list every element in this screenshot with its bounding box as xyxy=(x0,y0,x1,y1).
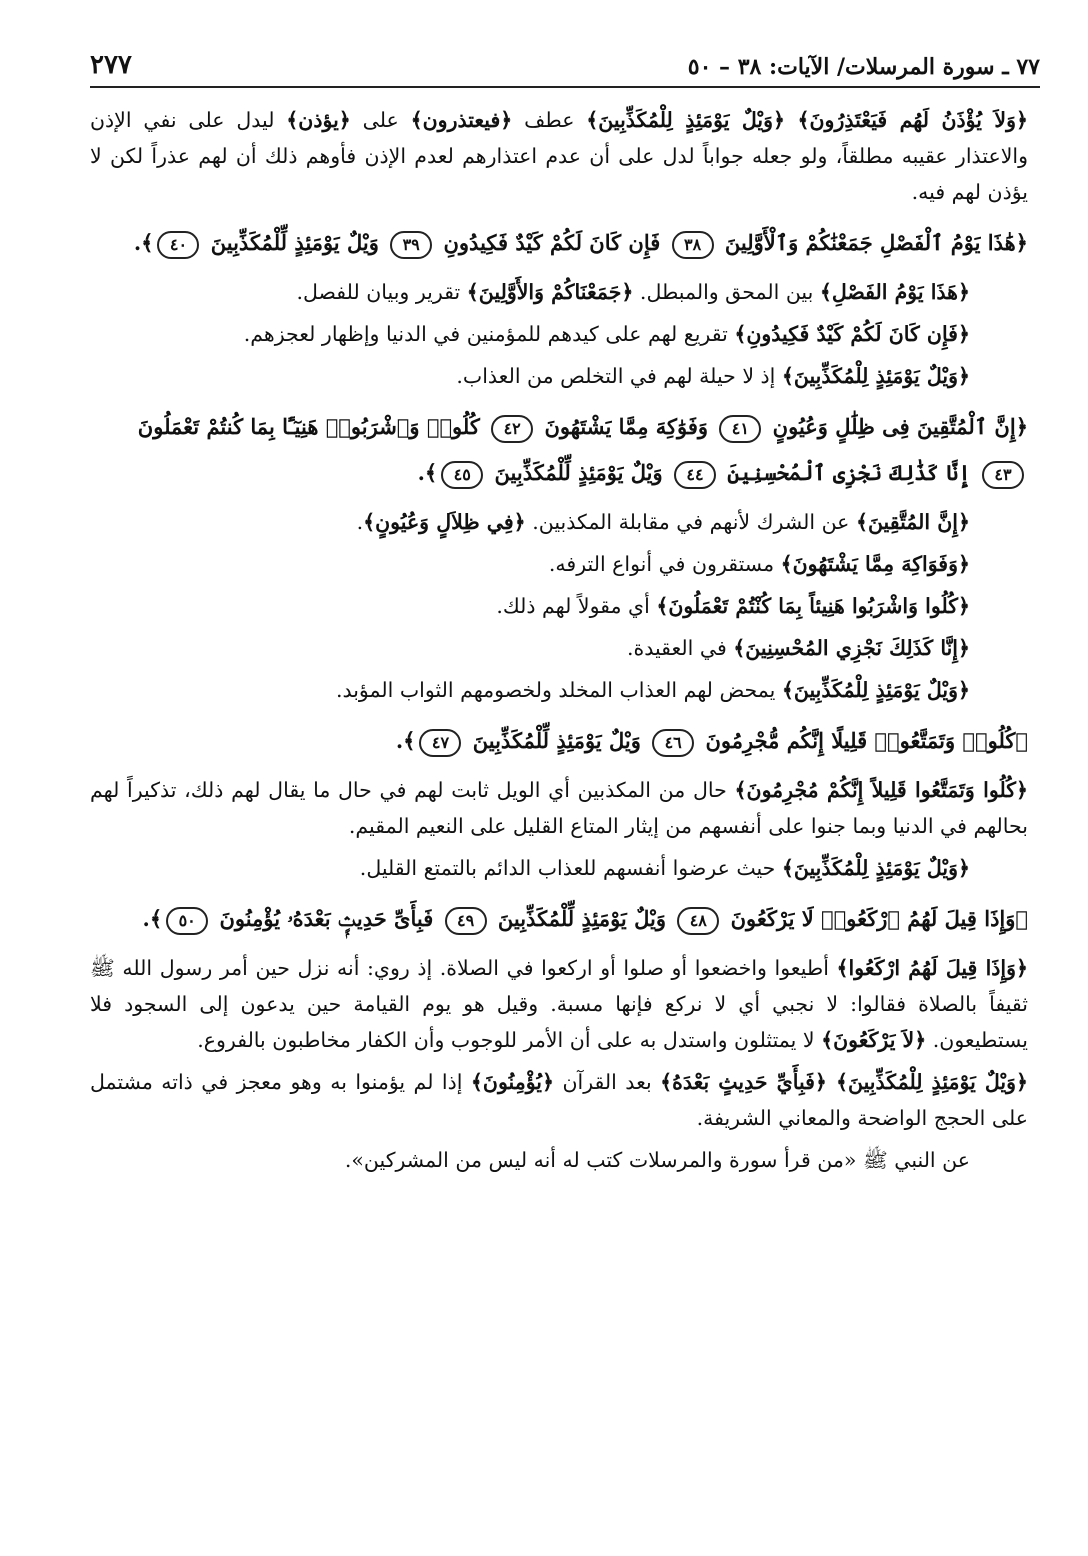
commentary-text: إذ لا حيلة لهم في التخلص من العذاب. xyxy=(456,364,782,388)
quoted-verse-text: ﴿فَإِن كَانَ لَكُمْ كَيْدٌ فَكِيدُونِ﴾ xyxy=(734,322,970,346)
commentary-paragraph xyxy=(90,274,1040,310)
quran-verse-block xyxy=(90,404,1040,496)
commentary-text: أي مقولاً لهم ذلك. xyxy=(496,594,657,618)
quoted-verse-text: ﴿يؤذن﴾ xyxy=(286,108,351,132)
quoted-verse-text: ﴿وَإِذَا قِيلَ لَهُمُ ارْكَعُوا﴾ xyxy=(836,956,1029,980)
commentary-text: ﴿وَإِذَا قِيلَ لَهُمُ ٱرْكَعُوا۟ لَا يَرْكَعُونَ xyxy=(723,906,1028,931)
commentary-paragraph xyxy=(90,1142,1040,1178)
commentary-text: يمحض لهم العذاب المخلد ولخصومهم الثواب المؤبد. xyxy=(335,678,782,702)
commentary-text: مستقرون في أنواع الترفه. xyxy=(548,552,781,576)
commentary-text: تقريع لهم على كيدهم للمؤمنين في الدنيا وإظهار لعجزهم. xyxy=(243,322,735,346)
commentary-paragraph xyxy=(90,588,1040,624)
quoted-verse-text: ﴿لاَ يَرْكَعُونَ﴾ xyxy=(821,1028,927,1052)
commentary-text: بين المحق والمبطل. xyxy=(633,280,820,304)
header-title: ٧٧ ـ سورة المرسلات/ الآيات: ٣٨ – ٥٠ xyxy=(687,54,1040,80)
commentary-text: حال من المكذبين أي الويل ثابت لهم في حال ما يقال لهم ذلك، تذكيراً لهم بحالهم في الدنيا وبما جنوا على أنفسهم من إيثار المتاع القليل على النعيم المقيم. xyxy=(90,778,1028,838)
quoted-verse-text: ﴿وَفَوَاكِهَ مِمَّا يَشْتَهُونَ﴾ xyxy=(780,552,970,576)
quoted-verse-text: ﴿وَيْلٌ يَوْمَئِذٍ لِلْمُكَذِّبِينَ﴾ xyxy=(781,364,970,388)
commentary-text: إِنَّا كَذَٰلِكَ نَجْزِى ٱلْمُحْسِنِينَ xyxy=(719,460,978,485)
commentary-paragraph xyxy=(90,772,1040,844)
verse-number: ٣٨ xyxy=(672,231,714,259)
commentary-text: كُلُوا۟ وَٱشْرَبُوا۟ هَنِيٓـًٔا بِمَا كُنتُمْ تَعْمَلُونَ xyxy=(137,414,488,439)
commentary-paragraph xyxy=(90,950,1040,1058)
quoted-verse-text: ﴿فِي ظِلاَلٍ وَعُيُونٍ﴾ xyxy=(363,510,526,534)
commentary-text: لا يمتثلون واستدل به على أن الأمر للوجوب وأن الكفار مخاطبون بالفروع. xyxy=(197,1028,822,1052)
page-header xyxy=(90,40,1040,88)
verse-number: ٤٢ xyxy=(491,415,533,443)
quoted-verse-text: ﴿وَيْلٌ يَوْمَئِذٍ لِلْمُكَذِّبِينَ﴾ ﴿فَبِأَيِّ حَدِيثٍ بَعْدَهُ﴾ xyxy=(660,1070,1028,1094)
quran-verse-block xyxy=(90,718,1040,764)
commentary-text: بعد القرآن xyxy=(554,1070,661,1094)
verse-number: ٤٤ xyxy=(674,461,716,489)
commentary-text: وَفَوَٰكِهَ مِمَّا يَشْتَهُونَ xyxy=(537,414,716,439)
commentary-paragraph xyxy=(90,1064,1040,1136)
quoted-verse-text: ﴿يُؤْمِنُونَ﴾ xyxy=(470,1070,555,1094)
verse-number: ٤٧ xyxy=(419,729,461,757)
commentary-text: وَيْلٌ يَوْمَئِذٍ لِّلْمُكَذِّبِينَ xyxy=(203,230,387,255)
page-number: ٢٧٧ xyxy=(90,50,132,80)
commentary-paragraph xyxy=(90,630,1040,666)
commentary-text: عن الشرك لأنهم في مقابلة المكذبين. xyxy=(525,510,856,534)
commentary-text: ﴾. xyxy=(133,230,154,255)
quoted-verse-text: ﴿هَذَا يَوْمُ الفَصْلِ﴾ xyxy=(819,280,970,304)
commentary-text: فَبِأَىِّ حَدِيثٍۭ بَعْدَهُۥ يُؤْمِنُونَ xyxy=(212,906,441,931)
commentary-paragraph xyxy=(90,546,1040,582)
commentary-text: ﴿إِنَّ ٱلْمُتَّقِينَ فِى ظِلَٰلٍ وَعُيُونٍ xyxy=(765,414,1028,439)
commentary-paragraph xyxy=(90,850,1040,886)
commentary-text: ﴿هَٰذَا يَوْمُ ٱلْفَصْلِ جَمَعْنَٰكُمْ وَٱلْأَوَّلِينَ xyxy=(717,230,1028,255)
verse-number: ٤١ xyxy=(719,415,761,443)
quoted-verse-text: ﴿وَيْلٌ يَوْمَئِذٍ لِلْمُكَذِّبِينَ﴾ xyxy=(781,678,970,702)
document-page xyxy=(90,40,1040,1520)
quoted-verse-text: ﴿جَمَعْنَاكُمْ وَالأَوَّلِينَ﴾ xyxy=(466,280,634,304)
quoted-verse-text: ﴿وَيْلٌ يَوْمَئِذٍ لِلْمُكَذِّبِينَ﴾ xyxy=(781,856,970,880)
commentary-text: فَإِن كَانَ لَكُمْ كَيْدٌ فَكِيدُونِ xyxy=(436,230,668,255)
commentary-paragraph xyxy=(90,504,1040,540)
commentary-text: في العقيدة. xyxy=(626,636,734,660)
commentary-paragraph xyxy=(90,316,1040,352)
quoted-verse-text: ﴿فيعتذرون﴾ xyxy=(410,108,513,132)
commentary-text: ليدل على نفي الإذن والاعتذار عقيبه مطلقاً، ولو جعله جواباً لدل على أن عدم اعتذارهم لعدم الإذن فأوهم ذلك أن لهم عذراً لكن لا يؤذن لهم فيه. xyxy=(90,108,1028,204)
verse-number: ٤٩ xyxy=(445,907,487,935)
commentary-text: عن النبي ﷺ «من قرأ سورة والمرسلات كتب له أنه ليس من المشركين». xyxy=(344,1148,970,1172)
verse-number: ٤٨ xyxy=(677,907,719,935)
commentary-text: ﴿كُلُوا۟ وَتَمَتَّعُوا۟ قَلِيلًا إِنَّكُم مُّجْرِمُونَ xyxy=(698,728,1028,753)
verse-number: ٤٣ xyxy=(982,461,1024,489)
commentary-text: ﴾. xyxy=(417,460,438,485)
commentary-text: عطف xyxy=(512,108,587,132)
verse-number: ٣٩ xyxy=(390,231,432,259)
commentary-text: إذا لم يؤمنوا به وهو معجز في ذاته مشتمل على الحجج الواضحة والمعاني الشريفة. xyxy=(90,1070,1028,1130)
page-content xyxy=(90,88,1040,1178)
verse-number: ٤٦ xyxy=(652,729,694,757)
commentary-paragraph xyxy=(90,102,1040,210)
verse-number: ٥٠ xyxy=(166,907,208,935)
commentary-text: ﴾. xyxy=(395,728,416,753)
commentary-paragraph xyxy=(90,358,1040,394)
commentary-text: وَيْلٌ يَوْمَئِذٍ لِّلْمُكَذِّبِينَ xyxy=(490,906,674,931)
commentary-text: تقرير وبيان للفصل. xyxy=(296,280,467,304)
verse-number: ٤٠ xyxy=(157,231,199,259)
quoted-verse-text: ﴿إِنَّ المُتَّقِينَ﴾ xyxy=(855,510,970,534)
verse-number: ٤٥ xyxy=(441,461,483,489)
commentary-paragraph xyxy=(90,672,1040,708)
commentary-text: أطيعوا واخضعوا أو صلوا أو اركعوا في الصلاة. إذ روي: أنه نزل حين أمر رسول الله ﷺ ثقيفاً بالصلاة فقالوا: لا نجبي أي لا نركع فإنها مسبة. وقيل هو يوم القيامة حين يدعون إلى السجود فلا يستطيعون. xyxy=(90,956,1028,1052)
quoted-verse-text: ﴿كُلُوا وَتَمَتَّعُوا قَلِيلاً إِنَّكُمْ مُجْرِمُونَ﴾ xyxy=(734,778,1028,802)
quoted-verse-text: ﴿إِنَّا كَذَلِكَ نَجْزِي المُحْسِنِينَ﴾ xyxy=(733,636,970,660)
quran-verse-block xyxy=(90,896,1040,942)
quoted-verse-text: ﴿وَلاَ يُؤْذَنُ لَهُم فَيَعْتَذِرُونَ﴾ ﴿وَيْلٌ يَوْمَئِذٍ لِلْمُكَذِّبِينَ﴾ xyxy=(586,108,1028,132)
commentary-text: وَيْلٌ يَوْمَئِذٍ لِّلْمُكَذِّبِينَ xyxy=(465,728,649,753)
commentary-text: . xyxy=(356,510,364,534)
commentary-text: وَيْلٌ يَوْمَئِذٍ لِّلْمُكَذِّبِينَ xyxy=(487,460,670,485)
commentary-text: حيث عرضوا أنفسهم للعذاب الدائم بالتمتع القليل. xyxy=(359,856,782,880)
quoted-verse-text: ﴿كُلُوا وَاشْرَبُوا هَنِيئاً بِمَا كُنْتُمْ تَعْمَلُونَ﴾ xyxy=(656,594,970,618)
commentary-text: على xyxy=(350,108,411,132)
commentary-text: ﴾. xyxy=(142,906,163,931)
quran-verse-block xyxy=(90,220,1040,266)
